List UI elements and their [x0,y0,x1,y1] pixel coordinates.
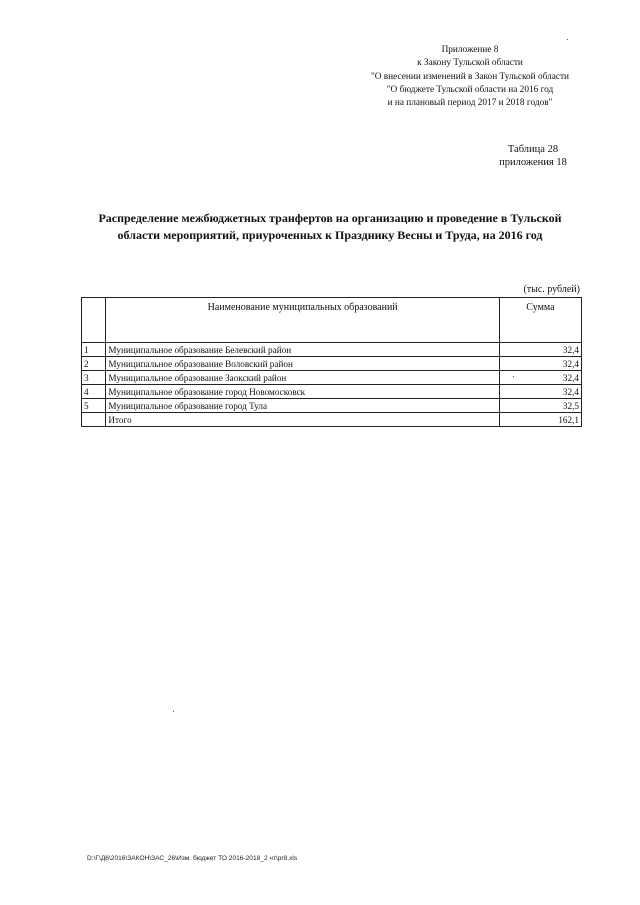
total-row [82,413,582,427]
row-number: 3 [82,371,106,385]
table-row [82,385,582,399]
row-municipality: Муниципальное образование город Тула [106,399,499,413]
distribution-table [81,297,582,427]
row-number: 5 [82,399,106,413]
row-municipality: Муниципальное образование город Новомосковск [106,385,499,399]
units-label: (тыс. рублей) [523,284,580,295]
appendix-header-line: и на плановый период 2017 и 2018 годов" [387,98,553,109]
document-title: Распределение межбюджетных транфертов на организацию и проведение в Тульской области мероприятий, приуроченных к Празднику Весны и Труда, на 2016 год [98,211,562,242]
row-number: 2 [82,357,106,371]
table-row [82,343,582,357]
header-municipality: Наименование муниципальных образований [106,298,499,343]
appendix-number: приложения 18 [499,157,567,168]
row-municipality: Муниципальное образование Воловский район [106,357,499,371]
appendix-header-line: "О внесении изменений в Закон Тульской области [370,71,570,82]
row-municipality: Муниципальное образование Белевский район [106,343,499,357]
row-sum: 32,4 [499,371,581,385]
file-path-footer: D:\Г\Д6\2016\ЗАКОН\ЗАС_26\Изм. бюджет ТО 2016-2018_2 чт\pr8.xls [87,855,298,862]
table-row [82,371,582,385]
row-number: 1 [82,343,106,357]
total-label: Итого [106,413,499,427]
row-sum: 32,4 [499,385,581,399]
appendix-header [360,44,580,110]
total-sum: 162,1 [499,413,581,427]
appendix-header-line: "О бюджете Тульской области на 2016 год [386,84,554,95]
table-reference [488,143,578,169]
row-sum: 32,4 [499,343,581,357]
row-municipality: Муниципальное образование Заокский район [106,371,499,385]
total-number [82,413,106,427]
header-sum: Сумма [499,298,581,343]
scan-speck [567,39,568,40]
table-header-row [82,298,582,343]
table-number: Таблица 28 [507,144,559,155]
row-sum: 32,5 [499,399,581,413]
appendix-header-line: к Закону Тульской области [417,58,523,69]
table-row [82,357,582,371]
scan-speck [513,376,514,377]
scan-speck [173,711,174,712]
header-number [82,298,106,343]
appendix-header-line: Приложение 8 [441,45,499,55]
row-sum: 32,4 [499,357,581,371]
row-number: 4 [82,385,106,399]
table-row [82,399,582,413]
